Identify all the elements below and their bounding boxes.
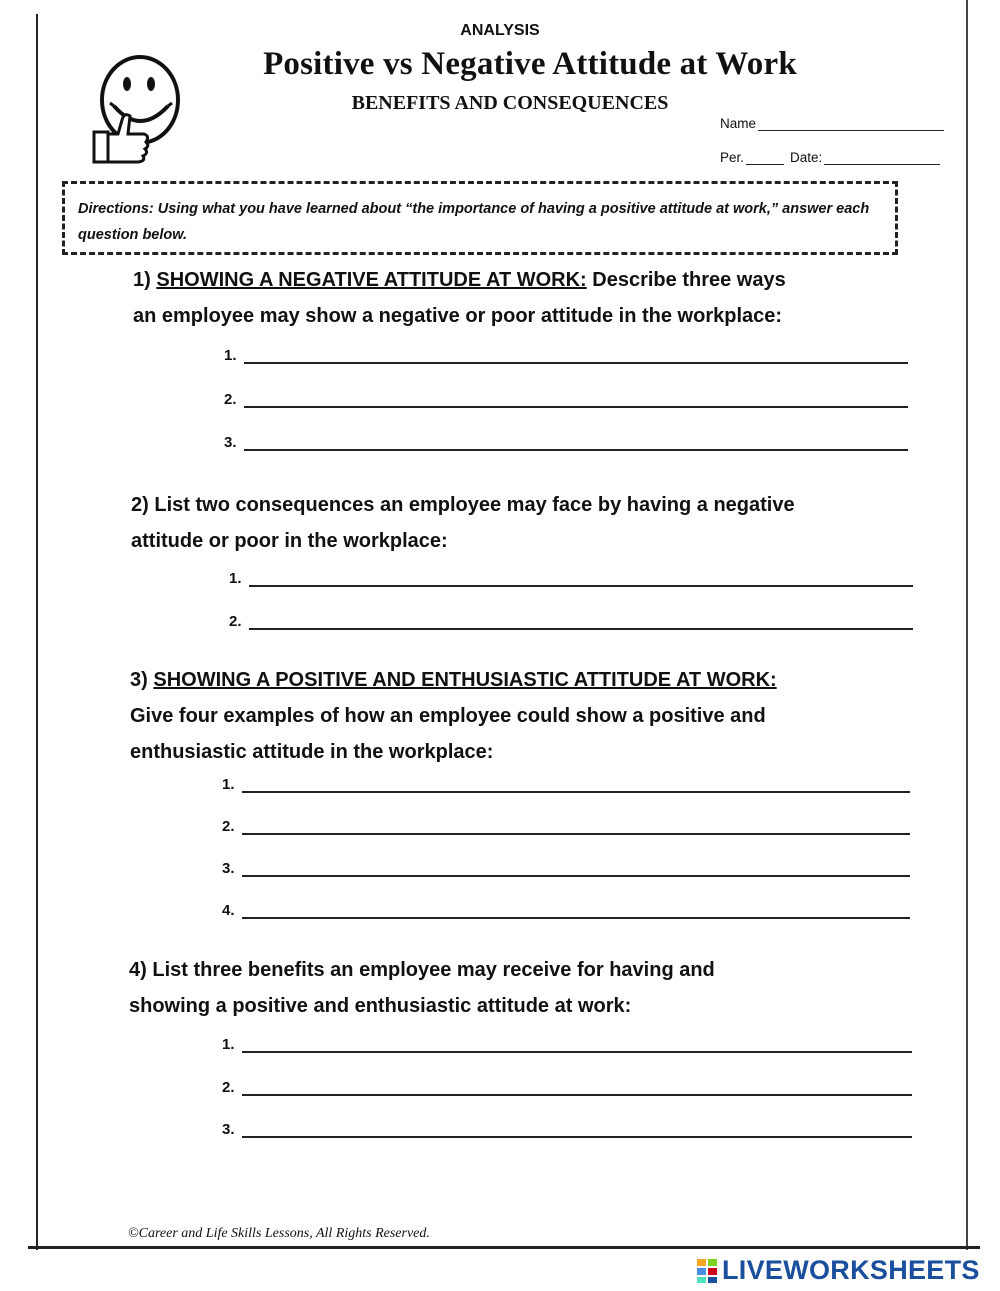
answer-line[interactable] <box>222 859 910 877</box>
directions-text: Directions: Using what you have learned about “the importance of having a positive attitude at work,” answer each question below. <box>78 201 870 243</box>
answer-line[interactable] <box>229 612 913 630</box>
question-text: an employee may show a negative or poor attitude in the workplace: <box>133 305 783 327</box>
copyright-notice: ©Career and Life Skills Lessons, All Rights Reserved. <box>128 1226 430 1241</box>
answer-blank[interactable] <box>244 433 908 451</box>
answer-line[interactable] <box>222 817 910 835</box>
name-field[interactable] <box>720 116 944 131</box>
answer-blank[interactable] <box>249 569 913 587</box>
question-number: 2) <box>131 494 149 516</box>
analysis-label: ANALYSIS <box>460 22 540 39</box>
answer-blank[interactable] <box>242 775 910 793</box>
date-blank[interactable] <box>824 150 940 165</box>
question-heading: SHOWING A NEGATIVE ATTITUDE AT WORK: <box>156 269 587 291</box>
answer-number: 1. <box>222 1036 235 1053</box>
answer-blank[interactable] <box>242 817 910 835</box>
answer-number: 3. <box>222 1121 235 1138</box>
answer-line[interactable] <box>224 433 908 451</box>
answer-line[interactable] <box>222 1120 912 1138</box>
question-number: 3) <box>130 669 148 691</box>
answer-blank[interactable] <box>244 346 908 364</box>
answer-line[interactable] <box>229 569 913 587</box>
answer-blank[interactable] <box>242 859 910 877</box>
period-date-field[interactable] <box>720 150 940 165</box>
period-blank[interactable] <box>746 150 784 165</box>
answer-number: 1. <box>229 570 242 587</box>
question-3 <box>130 662 910 770</box>
answer-blank[interactable] <box>242 1120 912 1138</box>
question-1 <box>133 262 913 334</box>
question-text: Give four examples of how an employee could show a positive and <box>130 705 766 727</box>
answer-line[interactable] <box>222 1035 912 1053</box>
question-text: enthusiastic attitude in the workplace: <box>130 741 494 763</box>
answer-number: 4. <box>222 902 235 919</box>
answer-number: 1. <box>222 776 235 793</box>
liveworksheets-logo-icon <box>696 1258 718 1284</box>
question-text: showing a positive and enthusiastic attitude at work: <box>129 995 632 1017</box>
page-left-border <box>36 14 38 1250</box>
name-blank[interactable] <box>758 116 944 131</box>
question-4 <box>129 952 909 1024</box>
question-heading: SHOWING A POSITIVE AND ENTHUSIASTIC ATTITUDE AT WORK: <box>153 669 777 691</box>
answer-number: 3. <box>222 860 235 877</box>
answer-line[interactable] <box>224 390 908 408</box>
question-2 <box>131 487 911 559</box>
answer-blank[interactable] <box>242 1035 912 1053</box>
name-label: Name <box>720 116 757 131</box>
question-text: List three benefits an employee may receive for having and <box>152 959 715 981</box>
answer-blank[interactable] <box>242 1078 912 1096</box>
answer-line[interactable] <box>222 901 910 919</box>
question-text: Describe three ways <box>592 269 786 291</box>
answer-number: 2. <box>222 818 235 835</box>
page-bottom-border <box>28 1246 980 1249</box>
page-right-border <box>966 0 968 1250</box>
answer-blank[interactable] <box>249 612 913 630</box>
answer-line[interactable] <box>222 1078 912 1096</box>
liveworksheets-brand[interactable] <box>696 1255 980 1286</box>
thumbs-up-smiley-icon <box>88 50 188 172</box>
answer-line[interactable] <box>222 775 910 793</box>
period-label: Per. <box>720 150 745 165</box>
answer-number: 2. <box>229 613 242 630</box>
question-text: attitude or poor in the workplace: <box>131 530 448 552</box>
question-number: 4) <box>129 959 147 981</box>
date-label: Date: <box>790 150 823 165</box>
worksheet-title: Positive vs Negative Attitude at Work <box>263 46 797 82</box>
answer-number: 2. <box>222 1079 235 1096</box>
answer-number: 3. <box>224 434 237 451</box>
question-text: List two consequences an employee may face by having a negative <box>154 494 795 516</box>
answer-blank[interactable] <box>244 390 908 408</box>
answer-number: 1. <box>224 347 237 364</box>
answer-line[interactable] <box>224 346 908 364</box>
worksheet-subtitle: BENEFITS AND CONSEQUENCES <box>351 92 669 114</box>
brand-name: LIVEWORKSHEETS <box>722 1255 980 1285</box>
answer-blank[interactable] <box>242 901 910 919</box>
question-number: 1) <box>133 269 151 291</box>
answer-number: 2. <box>224 391 237 408</box>
